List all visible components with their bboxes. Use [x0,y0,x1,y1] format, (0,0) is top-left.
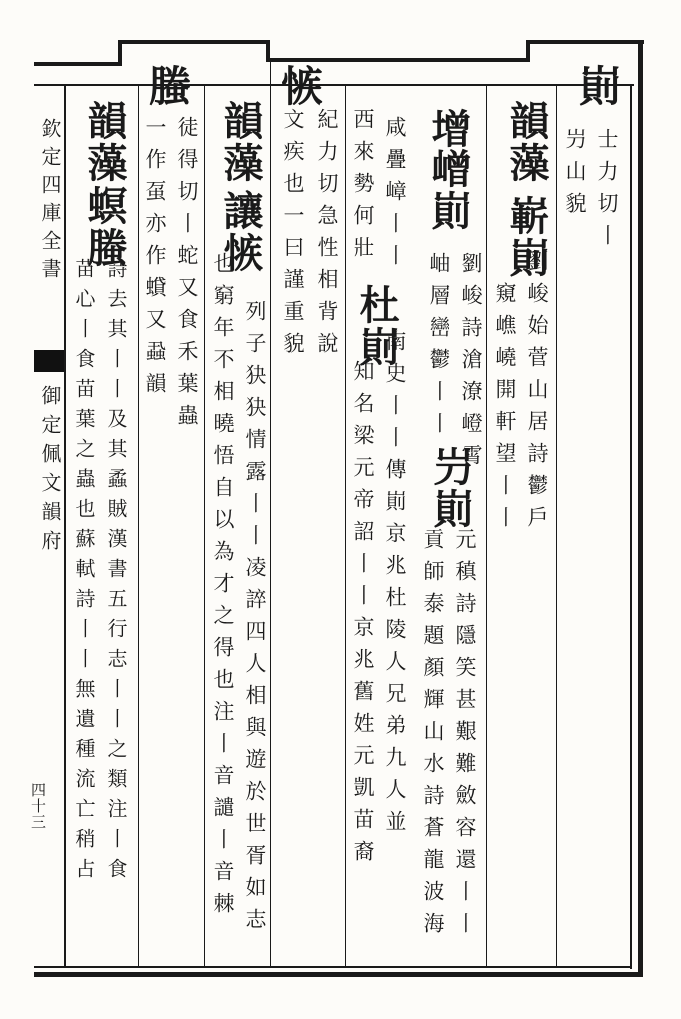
entry-heading: 螟螣 [81,185,128,269]
text-column: 屶山貌 [563,128,587,224]
text-column: 士力切丨 [595,128,619,256]
frame-inner-top [34,84,634,86]
frame-top-notch-left [118,40,122,64]
text-column: 貢師泰題顏輝山水詩蒼龍波海 [421,528,445,944]
text-column: 徒得切丨蛇又食禾葉蟲 [175,116,199,436]
headword: 螣 [143,64,192,108]
frame-top-right [526,40,644,44]
text-column: 元稹詩隱笑甚艱難斂容還丨丨 [453,528,477,944]
volume-title: 御定佩文韻府 [38,385,62,559]
entry-heading: 讓愱 [217,190,264,274]
text-column: 知名梁元帝詔丨丨京兆舊姓元凱苗裔 [351,360,375,872]
text-column: 詩去其丨丨及其蟊賊漢書五行志丨丨之類注丨食 [104,258,128,888]
text-column: 南史丨丨傳崱京兆杜陵人兄弟九人並 [383,330,407,842]
headword: 崱 [573,64,622,108]
frame-top-notch-right [526,40,530,60]
divider [556,86,557,966]
frame-right-inner [630,84,632,969]
entry-heading: 嶄崱 [503,195,550,279]
frame-top-left [34,62,122,66]
text-column: 劉峻始菅山居詩鬱戶 [525,250,549,538]
text-column: 列子㹟㹟情露丨丨凌誶四人相與遊於世胥如志 [243,300,267,940]
section-heading: 韻藻 [503,100,550,184]
fishtail-mark [34,350,64,372]
entry-heading: 增 [425,108,472,150]
frame-top-mid2 [118,40,268,44]
entry-heading: 杜崱 [353,284,400,368]
text-column: 文疾也一曰謹重貌 [281,108,305,364]
section-heading: 韻藻 [81,100,128,184]
section-heading: 韻藻 [217,100,264,184]
frame-top-mid [266,58,530,62]
text-column: 咸疊嶂丨丨 [383,116,407,276]
text-column: 西來勢何壯 [351,108,375,268]
divider [270,60,271,966]
entry-heading: 嶒 [425,148,472,190]
frame-left-inner [64,84,66,968]
headword: 愱 [275,64,324,108]
text-column: 劉峻詩滄潦嶝霄 [459,252,483,476]
entry-heading: 崱 [425,190,472,232]
text-column: 苗心丨食苗葉之蟲也蘇軾詩丨丨無遺種流亡稍占 [72,258,96,888]
divider [204,86,205,966]
divider [486,86,487,966]
divider [345,86,346,966]
text-column: 一作虿亦作蟘又蝨韻 [143,116,167,404]
text-column: 也窮年不相曉悟自以為才之得也注丨音譴丨音棘 [211,252,235,924]
frame-right-outer [638,40,643,975]
frame-bottom-outer [34,972,643,977]
page-number: 四十三 [29,782,47,830]
text-column: 紀力切急性相背說 [315,108,339,364]
entry-heading: 屶崱 [427,446,474,530]
divider [138,86,139,966]
text-column: 窺嶕嶢開軒望丨丨 [493,282,517,538]
text-column: 岫層巒鬱丨丨 [427,252,451,444]
book-title: 欽定四庫全書 [38,118,62,286]
frame-bottom-inner [34,966,632,968]
